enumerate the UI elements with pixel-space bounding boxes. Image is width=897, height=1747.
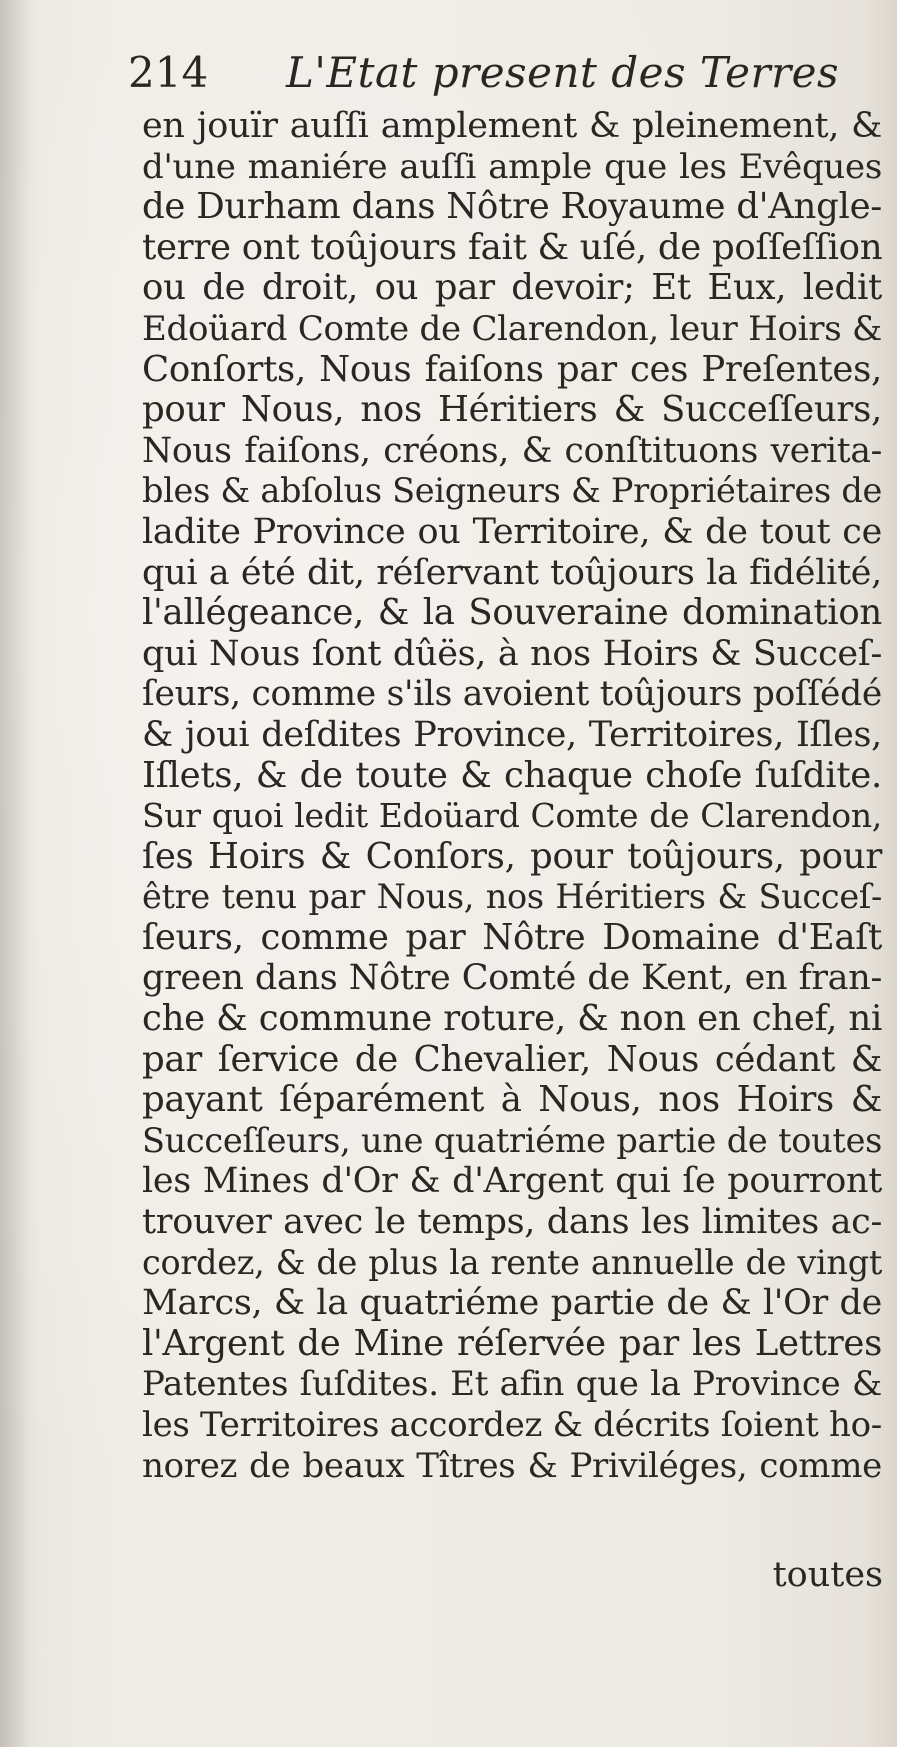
text-line: Patentes ſuſdites. Et afin que la Province &	[142, 1364, 882, 1405]
text-line: l'Argent de Mine réſervée par les Lettres	[142, 1322, 882, 1364]
text-line: norez de beaux Tîtres & Priviléges, comme	[142, 1445, 882, 1486]
text-line: par ſervice de Chevalier, Nous cédant &	[142, 1038, 882, 1080]
text-line: payant ſéparément à Nous, nos Hoirs &	[142, 1079, 882, 1121]
text-line: de Durham dans Nôtre Royaume d'Angle-	[142, 186, 882, 228]
text-line: & joui deſdites Province, Territoires, Iſles,	[142, 714, 882, 755]
text-line: ladite Province ou Territoire, & de tout ce	[142, 511, 882, 552]
text-line: green dans Nôtre Comté de Kent, en fran-	[142, 958, 882, 999]
text-line: ſeurs, comme s'ils avoient toûjours poſſédé	[142, 674, 882, 715]
text-line: bles & abſolus Seigneurs & Propriétaires de	[142, 471, 882, 511]
running-head: L'Etat present des Terres	[286, 48, 840, 97]
text-line: l'allégeance, & la Souveraine domination	[142, 592, 882, 634]
text-line: che & commune roture, & non en chef, ni	[142, 998, 882, 1040]
body-text	[142, 106, 882, 1486]
text-line: ou de droit, ou par devoir; Et Eux, ledit	[142, 267, 882, 309]
text-line: qui a été dit, réſervant toûjours la fidélité,	[142, 552, 882, 593]
text-line: Conſorts, Nous faiſons par ces Preſentes,	[142, 348, 882, 390]
text-line: être tenu par Nous, nos Héritiers & Succeſ-	[142, 877, 882, 917]
gutter-shadow	[0, 0, 30, 1747]
text-line: pour Nous, nos Héritiers & Succeſſeurs,	[142, 389, 882, 431]
text-line: cordez, & de plus la rente annuelle de vingt	[142, 1242, 882, 1282]
text-line: Marcs, & la quatriéme partie de & l'Or de	[142, 1283, 882, 1324]
catchword: toutes	[772, 1555, 883, 1595]
text-line: ſeurs, comme par Nôtre Domaine d'Eaſt	[142, 916, 882, 958]
text-line: trouver avec le temps, dans les limites ac-	[142, 1202, 882, 1243]
text-line: les Territoires accordez & décrits ſoient ho-	[142, 1405, 882, 1445]
text-line: Sur quoi ledit Edoüard Comte de Clarendon,	[142, 796, 882, 836]
text-line: les Mines d'Or & d'Argent qui ſe pourront	[142, 1161, 882, 1202]
text-line: d'une maniére auſſi ample que les Evêques	[142, 146, 882, 187]
text-line: Iſlets, & de toute & chaque choſe ſuſdite.	[142, 754, 882, 796]
page-header	[128, 48, 840, 98]
text-line: terre ont toûjours fait & uſé, de poſſeſſion	[142, 226, 883, 268]
text-line: Succeſſeurs, une quatriéme partie de toutes	[142, 1120, 882, 1160]
text-line: Edoüard Comte de Clarendon, leur Hoirs &	[142, 308, 882, 349]
text-line: ſes Hoirs & Conſors, pour toûjours, pour	[142, 835, 882, 877]
text-line: qui Nous ſont dûës, à nos Hoirs & Succeſ-	[142, 633, 882, 674]
page-number: 214	[128, 48, 209, 97]
text-line: Nous faiſons, créons, & conſtituons verita-	[142, 430, 882, 471]
text-line: en jouïr auſſi amplement & pleinement, &	[142, 106, 882, 146]
